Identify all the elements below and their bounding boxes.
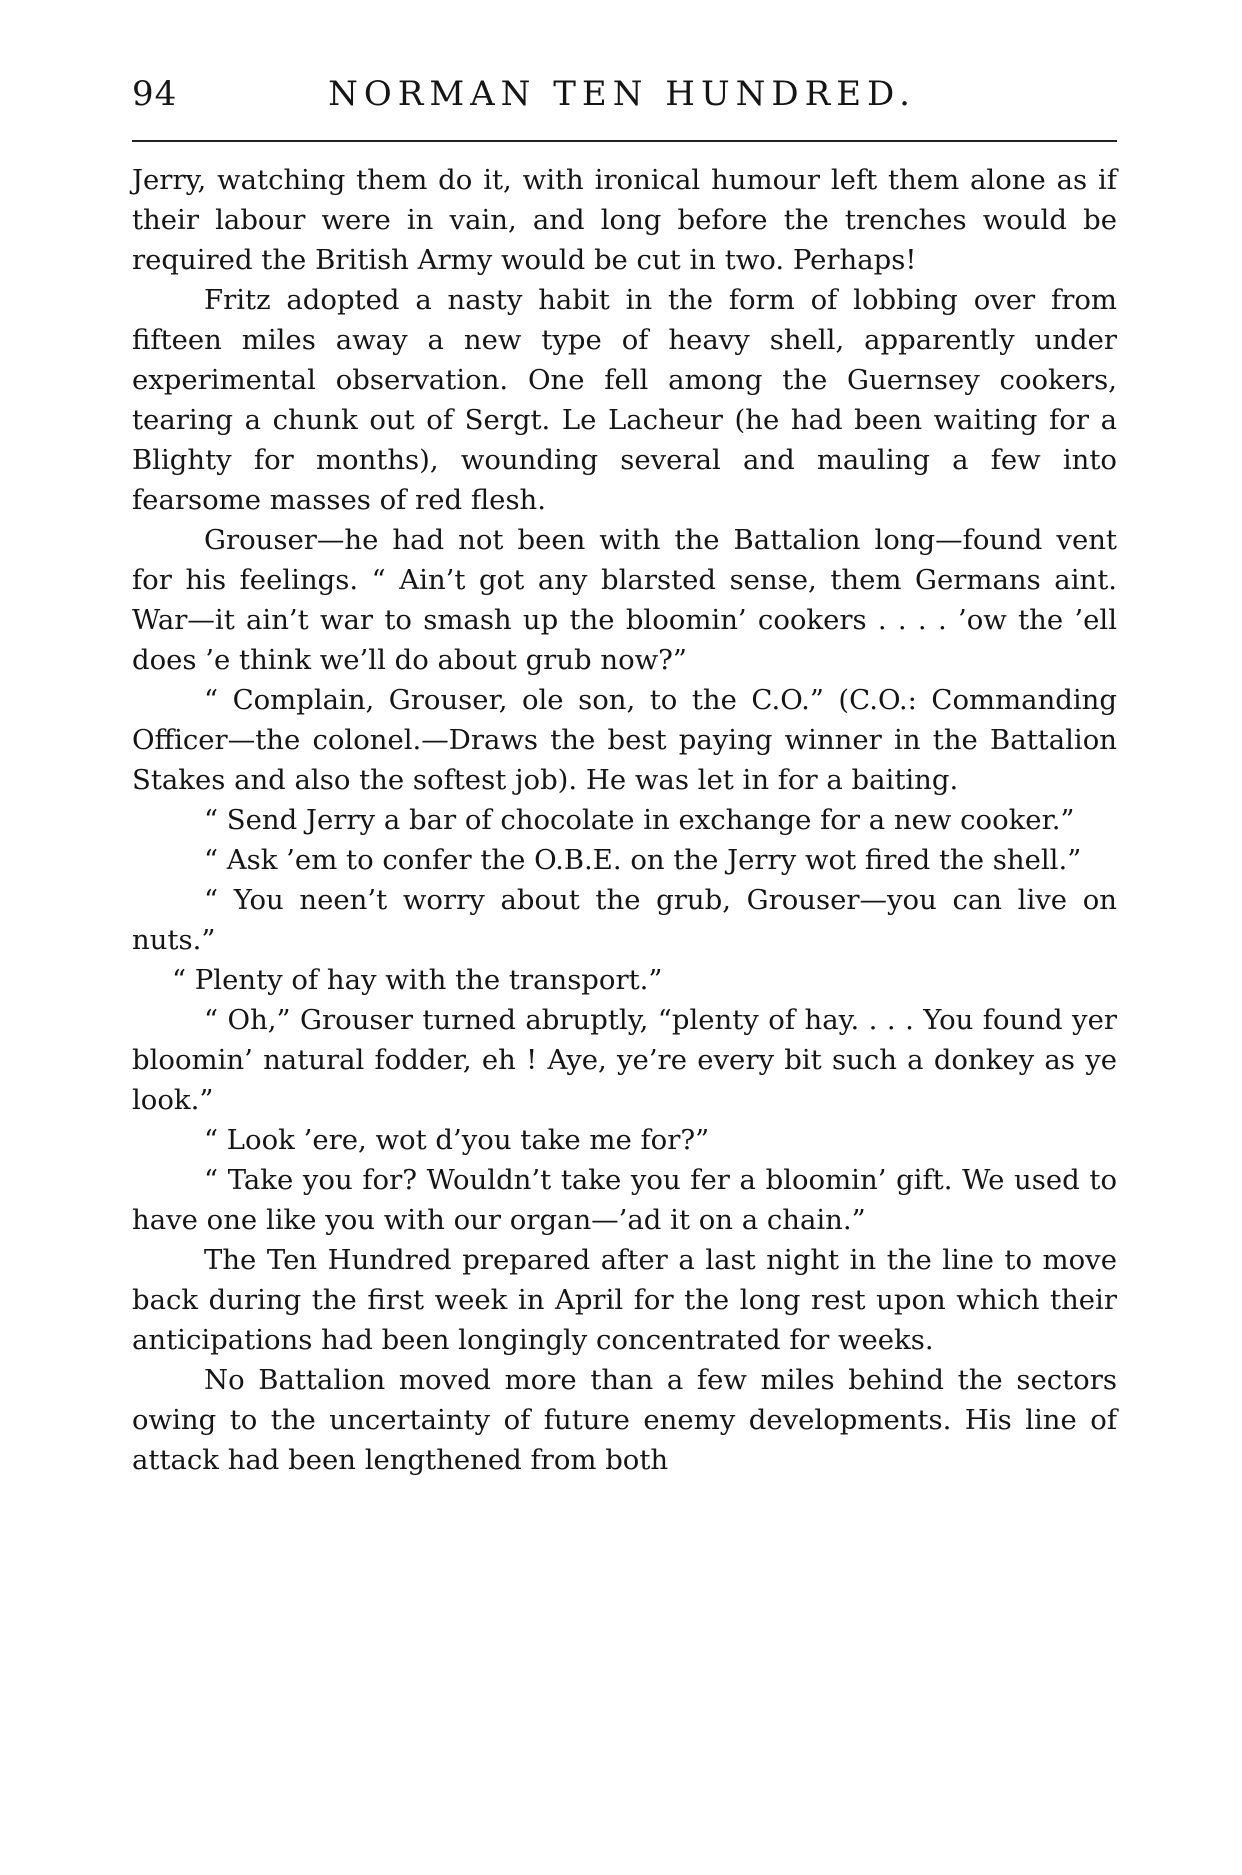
paragraph: Jerry, watching them do it, with ironical humour left them alone as if their labour were in vain, and long before the trenches would be required the British Army would be cut in two. Perhaps! bbox=[132, 164, 1117, 276]
paragraph: “ You neen’t worry about the grub, Grouser—you can live on nuts.” bbox=[132, 884, 1117, 956]
page-header bbox=[132, 70, 1112, 130]
paragraph: “ Look ’ere, wot d’you take me for?” bbox=[204, 1124, 710, 1156]
paragraph: “ Oh,” Grouser turned abruptly, “plenty of hay. . . . You found yer bloomin’ natural fodder, eh ! Aye, ye’re every bit such a donkey as ye look.” bbox=[132, 1004, 1117, 1116]
paragraph: “ Take you for? Wouldn’t take you fer a bloomin’ gift. We used to have one like you with our organ—’ad it on a chain.” bbox=[132, 1164, 1117, 1236]
paragraph: Fritz adopted a nasty habit in the form of lobbing over from fifteen miles away a new type of heavy shell, apparently under experimental observation. One fell among the Guernsey cookers, tearing a chunk out of Sergt. Le Lacheur (he had been waiting for a Blighty for months), wounding several and mauling a few into fearsome masses of red flesh. bbox=[132, 284, 1117, 516]
paragraph: “ Send Jerry a bar of chocolate in exchange for a new cooker.” bbox=[204, 804, 1075, 836]
paragraph: Grouser—he had not been with the Battalion long—found vent for his feelings. “ Ain’t got any blarsted sense, them Germans aint. War—it ain’t war to smash up the bloomin’ cookers . . . . ’ow the ’ell does ’e think we’ll do about grub now?” bbox=[132, 524, 1117, 676]
paragraph: The Ten Hundred prepared after a last night in the line to move back during the first week in April for the long rest upon which their anticipations had been longingly concentrated for weeks. bbox=[132, 1244, 1117, 1356]
header-rule bbox=[132, 140, 1117, 142]
running-title: NORMAN TEN HUNDRED. bbox=[328, 74, 916, 114]
paragraph: No Battalion moved more than a few miles behind the sectors owing to the uncertainty of future enemy developments. His line of attack had been lengthened from both bbox=[132, 1364, 1117, 1476]
paragraph: “ Plenty of hay with the transport.” bbox=[172, 964, 663, 996]
paragraph: “ Complain, Grouser, ole son, to the C.O.” (C.O.: Commanding Officer—the colonel.—Draws the best paying winner in the Battalion Stakes and also the softest job). He was let in for a baiting. bbox=[132, 684, 1117, 796]
body-text bbox=[132, 160, 1117, 1480]
paragraph: “ Ask ’em to confer the O.B.E. on the Jerry wot fired the shell.” bbox=[204, 844, 1082, 876]
page-number: 94 bbox=[132, 74, 178, 114]
